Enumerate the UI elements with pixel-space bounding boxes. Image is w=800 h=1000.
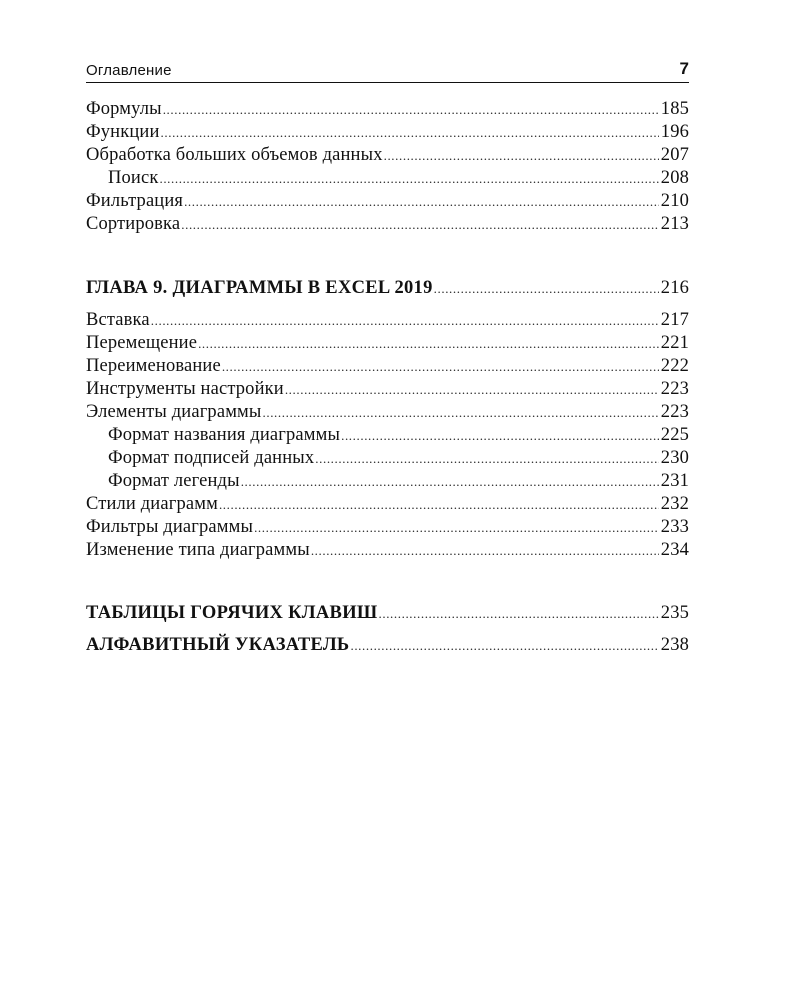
dot-leader — [311, 539, 659, 562]
toc-entry[interactable] — [86, 121, 689, 144]
hotkeys-tables-title: ТАБЛИЦЫ ГОРЯЧИХ КЛАВИШ — [86, 603, 378, 623]
toc-entry-title: Поиск — [108, 168, 159, 188]
toc-entry[interactable] — [86, 539, 689, 562]
toc-entry-title: Вставка — [86, 310, 150, 330]
toc-entry-page: 232 — [660, 494, 689, 514]
dot-leader — [222, 355, 659, 378]
dot-leader — [434, 276, 659, 302]
toc-entry-page: 223 — [660, 402, 689, 422]
toc-entry-page: 210 — [660, 191, 689, 211]
dot-leader — [315, 447, 659, 470]
dot-leader — [159, 167, 658, 190]
running-title: Оглавление — [86, 62, 172, 79]
toc-entry-title: Стили диаграмм — [86, 494, 218, 514]
toc-entry-page: 234 — [660, 540, 689, 560]
dot-leader — [350, 633, 658, 659]
toc-entry-page: 207 — [660, 145, 689, 165]
dot-leader — [285, 378, 659, 401]
toc-entry-title: Перемещение — [86, 333, 198, 353]
alphabetical-index-page: 238 — [660, 635, 689, 655]
dot-leader — [384, 144, 659, 167]
toc-entry[interactable] — [86, 98, 689, 121]
dot-leader — [263, 401, 659, 424]
toc-chapter-entry[interactable] — [86, 600, 689, 626]
toc-entry-title: Переименование — [86, 356, 221, 376]
toc-entry-page: 225 — [660, 425, 689, 445]
toc-entry[interactable] — [86, 213, 689, 236]
toc-entry-page: 222 — [660, 356, 689, 376]
toc-entry-page: 185 — [660, 99, 689, 119]
toc-entry-title: Формат легенды — [108, 471, 240, 491]
toc-chapter-entry[interactable] — [86, 275, 689, 301]
toc-entry[interactable] — [86, 493, 689, 516]
toc-entry[interactable] — [86, 355, 689, 378]
toc-entry-title: Элементы диаграммы — [86, 402, 262, 422]
toc-chapter-9-items — [86, 309, 689, 562]
toc-chapter-9-heading — [86, 275, 689, 301]
toc-entry-title: Изменение типа диаграммы — [86, 540, 310, 560]
toc-entry[interactable] — [86, 516, 689, 539]
toc-entry[interactable] — [86, 190, 689, 213]
toc-entry-title: Обработка больших объемов данных — [86, 145, 383, 165]
toc-entry-title: Функции — [86, 122, 160, 142]
toc-entry-page: 231 — [660, 471, 689, 491]
dot-leader — [163, 98, 659, 121]
chapter-title: ГЛАВА 9. ДИАГРАММЫ В EXCEL 2019 — [86, 278, 433, 298]
toc-entry-page: 223 — [660, 379, 689, 399]
chapter-page: 216 — [660, 278, 689, 298]
toc-page — [86, 58, 689, 658]
dot-leader — [341, 424, 659, 447]
toc-subentry[interactable] — [86, 424, 689, 447]
toc-entry[interactable] — [86, 332, 689, 355]
hotkeys-tables-page: 235 — [660, 603, 689, 623]
dot-leader — [184, 190, 659, 213]
toc-entry-page: 196 — [660, 122, 689, 142]
toc-entry[interactable] — [86, 144, 689, 167]
toc-entry-title: Формат подписей данных — [108, 448, 315, 468]
toc-entry-page: 213 — [660, 214, 689, 234]
dot-leader — [198, 332, 659, 355]
toc-entry-page: 217 — [660, 310, 689, 330]
dot-leader — [241, 470, 659, 493]
toc-entry[interactable] — [86, 378, 689, 401]
alphabetical-index-title: АЛФАВИТНЫЙ УКАЗАТЕЛЬ — [86, 635, 350, 655]
dot-leader — [161, 121, 659, 144]
dot-leader — [219, 493, 659, 516]
page-number: 7 — [679, 59, 689, 78]
toc-entry-title: Фильтры диаграммы — [86, 517, 254, 537]
toc-entry-page: 233 — [660, 517, 689, 537]
dot-leader — [379, 601, 659, 627]
running-header — [86, 58, 689, 83]
toc-index-section — [86, 632, 689, 658]
toc-section-continued — [86, 98, 689, 236]
dot-leader — [254, 516, 659, 539]
toc-subentry[interactable] — [86, 470, 689, 493]
toc-chapter-entry[interactable] — [86, 632, 689, 658]
toc-entry-page: 221 — [660, 333, 689, 353]
toc-entry-page: 208 — [660, 168, 689, 188]
dot-leader — [181, 213, 659, 236]
toc-subentry[interactable] — [86, 447, 689, 470]
toc-subentry[interactable] — [86, 167, 689, 190]
dot-leader — [151, 309, 659, 332]
toc-entry-page: 230 — [660, 448, 689, 468]
toc-entry-title: Сортировка — [86, 214, 181, 234]
toc-entry-title: Формулы — [86, 99, 162, 119]
toc-entry-title: Инструменты настройки — [86, 379, 284, 399]
toc-entry-title: Формат названия диаграммы — [108, 425, 341, 445]
toc-hotkeys-section — [86, 600, 689, 626]
toc-entry-title: Фильтрация — [86, 191, 184, 211]
toc-entry[interactable] — [86, 309, 689, 332]
toc-entry[interactable] — [86, 401, 689, 424]
